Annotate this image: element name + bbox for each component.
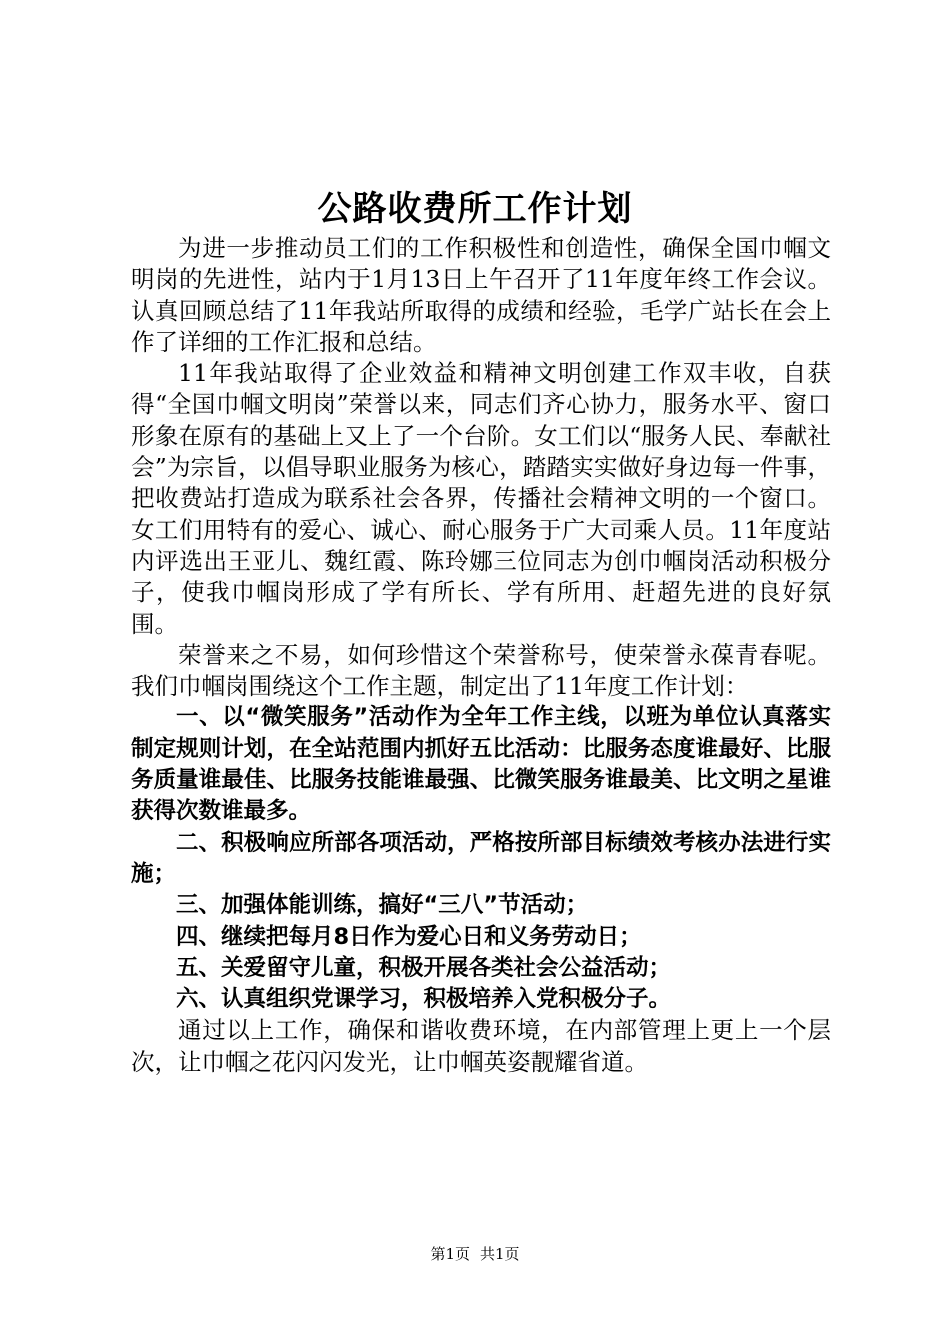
document-title: 公路收费所工作计划 <box>317 189 633 229</box>
page-total: 共1页 <box>480 1245 520 1263</box>
plan-item-4: 四、继续把每月8日作为爱心日和义务劳动日； <box>176 923 642 950</box>
plan-item-5: 五、关爱留守儿童，积极开展各类社会公益活动； <box>176 954 672 981</box>
plan-item-1: 一、以“微笑服务”活动作为全年工作主线，以班为单位认真落实制定规则计划，在全站范围内抓好五比活动：比服务态度谁最好、比服务质量谁最佳、比服务技能谁最强、比微笑服务谁最美、比文明之星谁获得次数谁最多。 <box>131 704 831 825</box>
paragraph-intro: 为进一步推动员工们的工作积极性和创造性，确保全国巾帼文明岗的先进性，站内于1月13日上午召开了11年度年终工作会议。认真回顾总结了11年我站所取得的成绩和经验，毛学广站长在会上作了详细的工作汇报和总结。 <box>131 234 831 356</box>
paragraph-conclusion: 通过以上工作，确保和谐收费环境，在内部管理上更上一个层次，让巾帼之花闪闪发光，让巾帼英姿靓耀省道。 <box>131 1016 831 1076</box>
plan-item-3: 三、加强体能训练，搞好“三八”节活动； <box>176 892 589 919</box>
document-body <box>131 233 831 1078</box>
page-number: 第1页 <box>430 1245 470 1263</box>
page-footer <box>0 1244 950 1264</box>
paragraph-achievements: 11年我站取得了企业效益和精神文明创建工作双丰收，自获得“全国巾帼文明岗”荣誉以来，同志们齐心协力，服务水平、窗口形象在原有的基础上又上了一个台阶。女工们以“服务人民、奉献社会”为宗旨，以倡导职业服务为核心，踏踏实实做好身边每一件事，把收费站打造成为联系社会各界，传播社会精神文明的一个窗口。女工们用特有的爱心、诚心、耐心服务于广大司乘人员。11年度站内评选出王亚儿、魏红霞、陈玲娜三位同志为创巾帼岗活动积极分子，使我巾帼岗形成了学有所长、学有所用、赶超先进的良好氛围。 <box>131 359 831 638</box>
plan-item-2: 二、积极响应所部各项活动，严格按所部目标绩效考核办法进行实施； <box>131 829 831 887</box>
paragraph-plan-intro: 荣誉来之不易，如何珍惜这个荣誉称号，使荣誉永葆青春呢。我们巾帼岗围绕这个工作主题，制定出了11年度工作计划： <box>131 640 831 701</box>
plan-item-6: 六、认真组织党课学习，积极培养入党积极分子。 <box>176 986 672 1013</box>
